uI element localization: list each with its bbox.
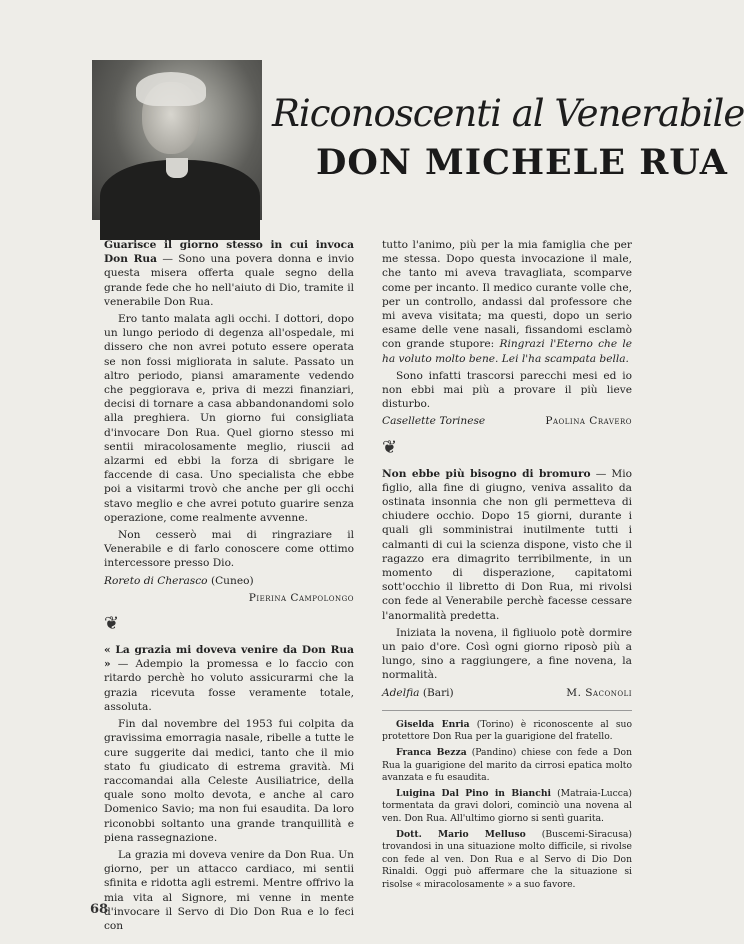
signature: Casellette Torinese Paolina Cravero [382,415,632,428]
section-heading: Guarisce il giorno stesso in cui invoca Don Rua [104,239,354,266]
paragraph: Non ebbe più bisogno di bromuro — Mio figlio, alla fine di giugno, veniva assalito da ostinata insonnia che non gli permetteva di chiudere occhio. Dopo 15 giorni, durante i quali gli somministrai inutilmente tutti i calmanti di cui la scienza dispone, visto che il ragazzo era dimagrito terribilmente, in un momento di disperazione, capitatomi sott'occhio il libretto di Don Rua, mi rivolsi con fede al Venerabile perchè facesse cessare l'anormalità predetta. [382,467,632,622]
ornament-icon: ❦ [104,613,120,635]
grace-entry: Franca Bezza (Pandino) chiese con fede a Don Rua la guarigione del marito da cirrosi epatica molto avanzata e fu esaudita. [382,747,632,784]
place-line: Roreto di Cherasco (Cuneo) [104,574,254,587]
portrait-photo [92,60,262,220]
paragraph: Guarisce il giorno stesso in cui invoca Don Rua — Sono una povera donna e invio questa misera offerta quale segno della grande fede che ho nell'aiuto di Dio, tramite il venerabile Don Rua. [104,239,354,308]
section-heading: « La grazia mi doveva venire da Don Rua » [104,644,354,671]
ornament-icon: ❦ [382,436,398,458]
paragraph: Non cesserò mai di ringraziare il Venerabile e di farlo conoscere come ottimo intercessore presso Dio. [104,529,354,570]
section-heading: Non ebbe più bisogno di bromuro [382,467,591,480]
paragraph: Sono infatti trascorsi parecchi mesi ed io non ebbi mai più a provare il più lieve disturbo. [382,369,632,411]
paragraph: Fin dal novembre del 1953 fui colpita da gravissima emorragia nasale, ribelle a tutte le cure suggerite dai medici, tanto che il mio stato fu giudicato di estrema gravità. Mi raccomandai alla Celeste Ausiliatrice, della quale sono molto devota, e anche al caro Domenico Savio; ma non fui esaudita. Da loro riconobbi soltanto una grande tranquillità e piena rassegnazione. [104,718,354,844]
signature: Pierina Campolongo [248,591,354,604]
paragraph: Iniziata la novena, il figliuolo potè dormire un paio d'ore. Così ogni giorno riposò più a lungo, sino a raggiungere, a fine novena, la normalità. [382,626,632,682]
signature: Adelfia (Bari) M. Saconoli [382,686,632,699]
grace-entry: Dott. Mario Melluso (Buscemi-Siracusa) trovandosi in una situazione molto difficile, si rivolse con fede al ven. Don Rua e al Servo di Dio Don Rinaldi. Oggi può affermare che la situazione si risolse « miracolosamente » a suo favore. [382,828,632,891]
right-column [382,238,632,895]
paragraph: Ero tanto malata agli occhi. I dottori, dopo un lungo periodo di degenza all'ospedale, mi dissero che non avrei potuto essere operata se non fossi migliorata in salute. Passato un altro periodo, piansi amaramente vedendo che peggiorava e, priva di mezzi finanziari, decisi di tornare a casa abbandonandomi solo alla preghiera. Un giorno fui consigliata d'invocare Don Rua. Quel giorno stesso mi sentii miracolosamente meglio, riuscii ad alzarmi ed ebbi la forza di sbrigare le faccende di casa. Uno specialista che ebbe poi a visitarmi trovò che anche per gli occhi stavo meglio e che avrei potuto guarire senza operazione, come realmente avvenne. [104,313,354,524]
title-line-1: Riconoscenti al Venerabile [272,92,744,135]
left-column [104,238,354,936]
grace-entry: Giselda Enria (Torino) è riconoscente al suo protettore Don Rua per la guarigione del fratello. [382,718,633,743]
paragraph: La grazia mi doveva venire da Don Rua. Un giorno, per un attacco cardiaco, mi sentii sfinita e ridotta agli estremi. Mentre offrivo la mia vita al Signore, mi venne in mente d'invocare il Servo di Dio Don Rua e lo feci con [104,848,354,932]
divider [382,710,632,711]
paragraph: « La grazia mi doveva venire da Don Rua » — Adempio la promessa e lo faccio con ritardo perchè ho voluto assicurarmi che la grazia ricevuta fosse veramente totale, assoluta. [104,644,355,713]
title-line-2: DON MICHELE RUA [316,142,728,183]
grace-entry: Luigina Dal Pino in Bianchi (Matraia-Lucca) tormentata da gravi dolori, cominciò una novena al ven. Don Rua. All'ultimo giorno si sentì guarita. [382,787,633,825]
page-number: 68 [90,902,109,917]
paragraph: tutto l'animo, più per la mia famiglia che per me stessa. Dopo questa invocazione il male, che tanto mi aveva travagliata, scomparve come per incanto. Il medico curante volle che, per un controllo, andassi dal professore che mi aveva visitata; ma questi, dopo un serio esame delle vene nasali, fissandomi esclamò con grande stupore: Ringrazi l'Eterno che le ha voluto molto bene. Lei l'ha scampata bella. [382,239,632,365]
